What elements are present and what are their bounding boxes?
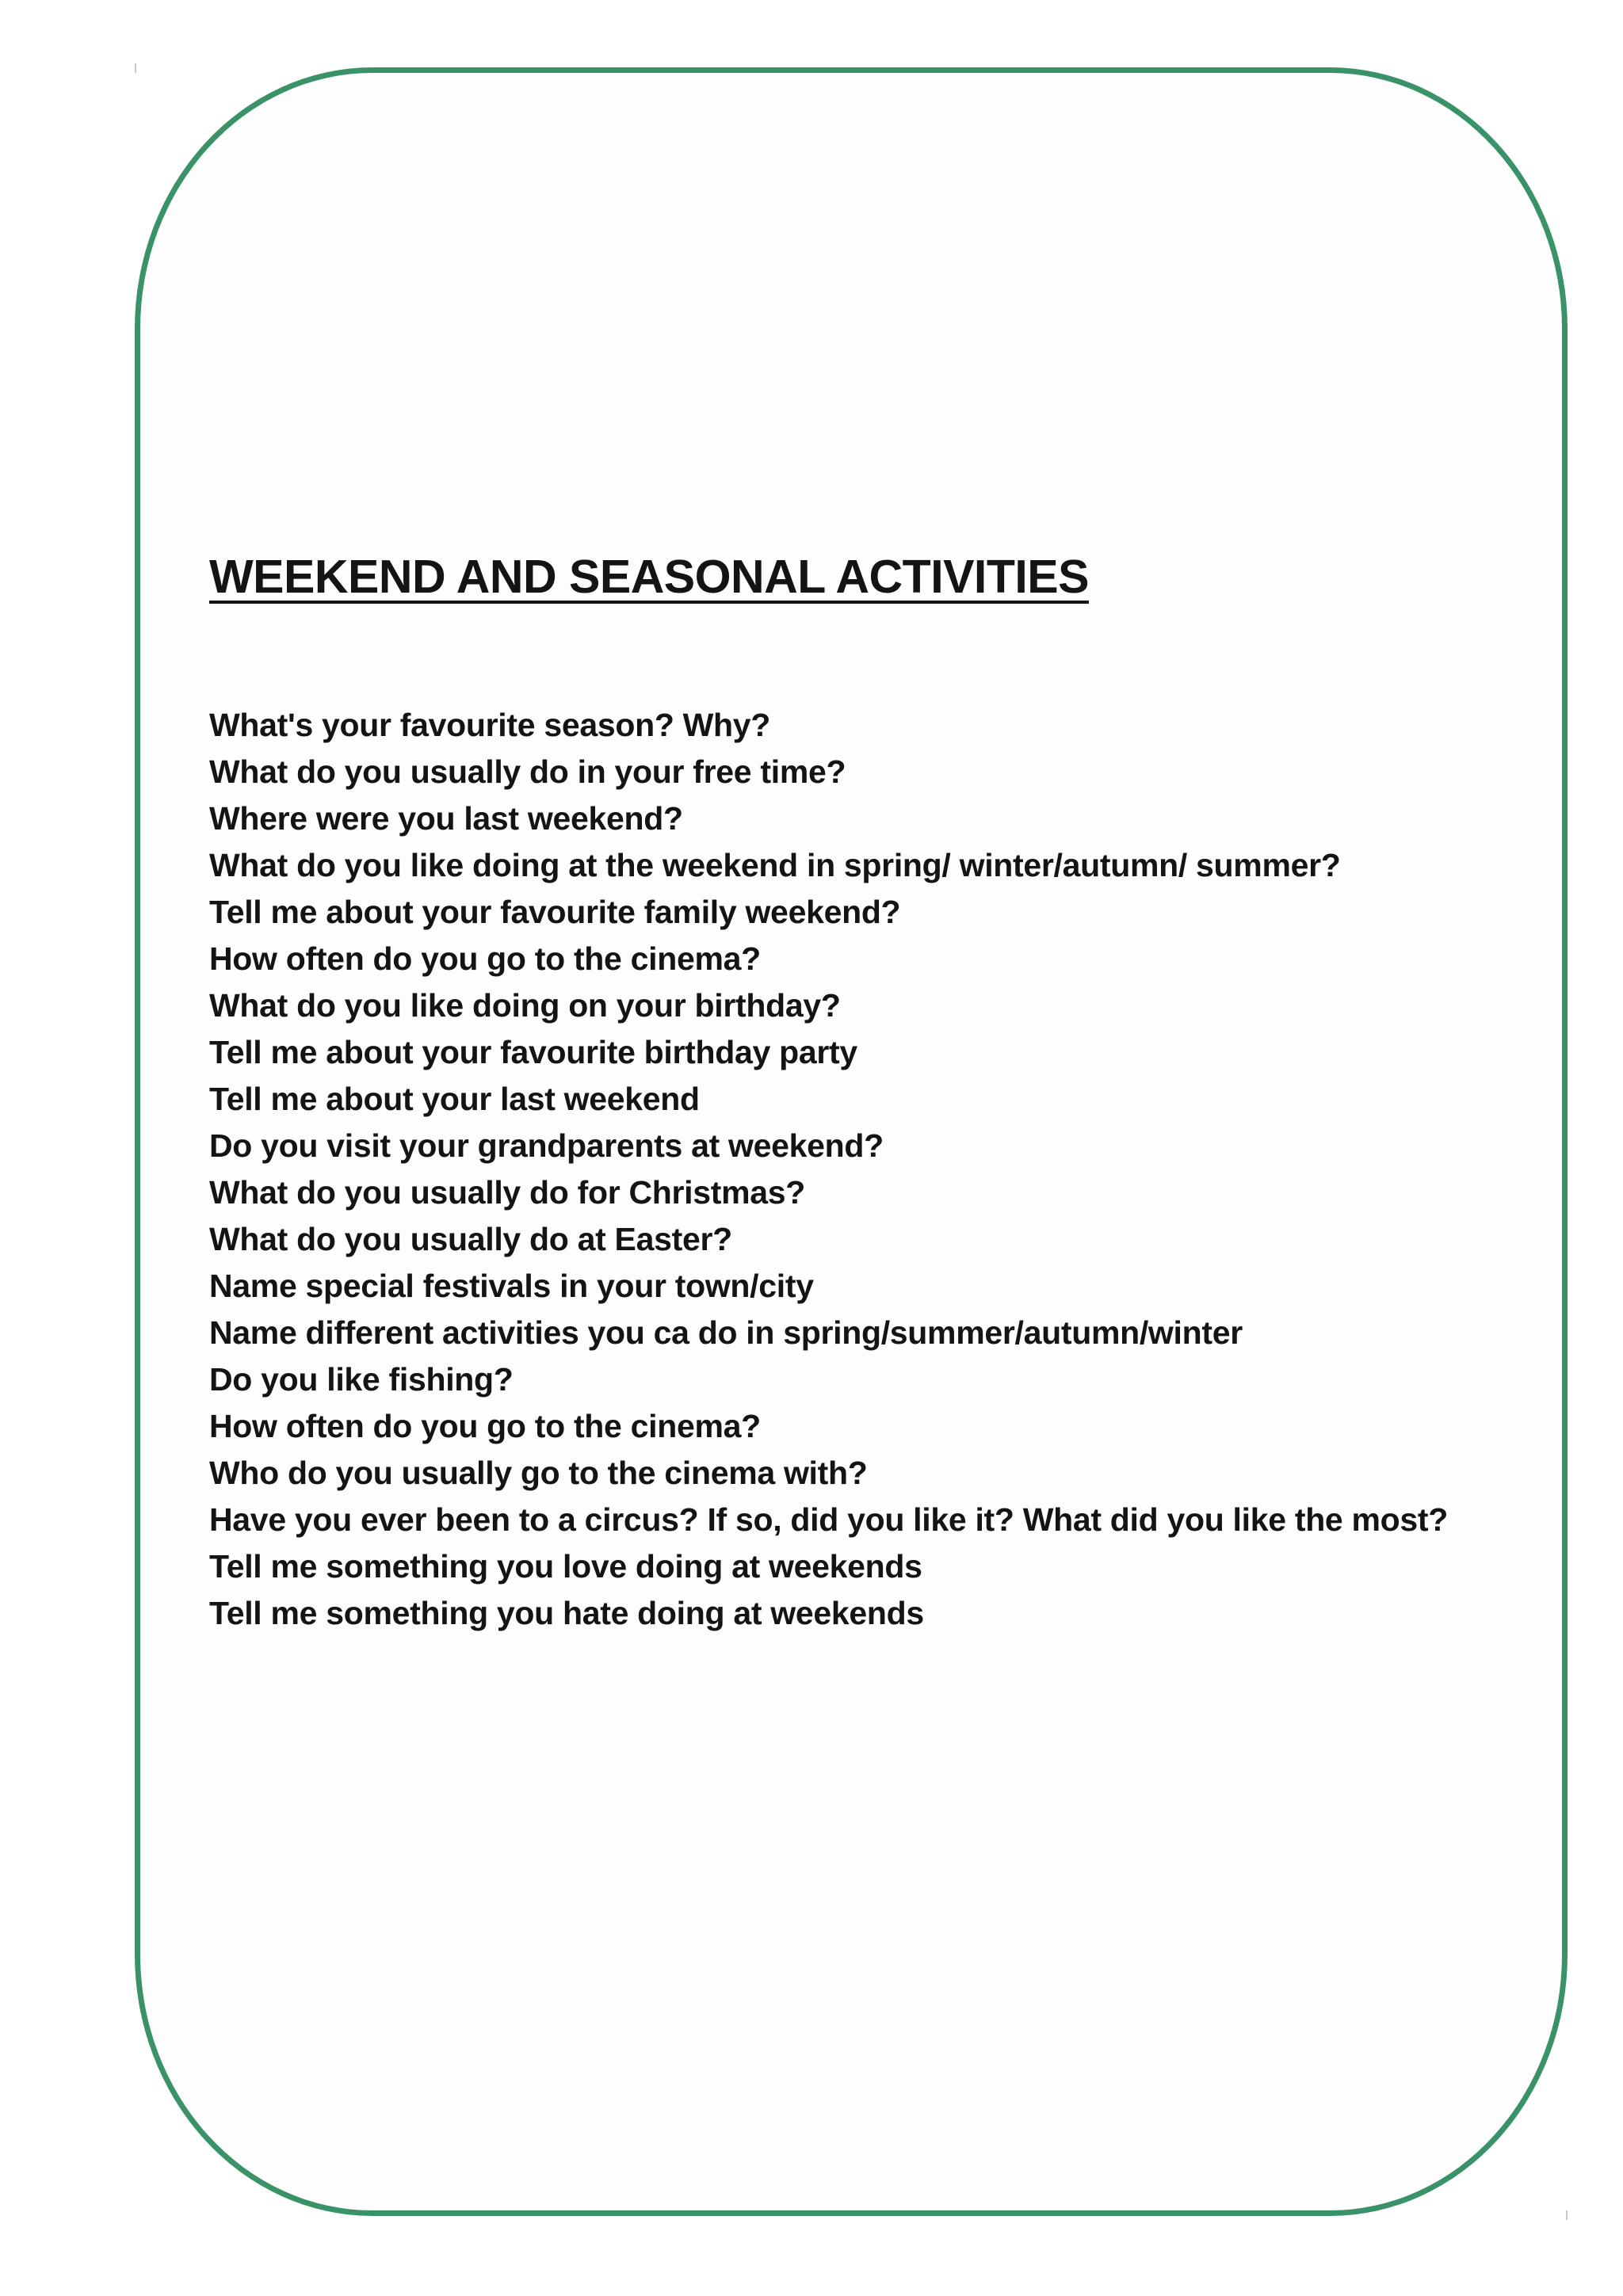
question-item: What do you usually do in your free time? xyxy=(209,753,846,790)
question-item: Tell me about your favourite birthday party xyxy=(209,1034,857,1070)
question-item: How often do you go to the cinema? xyxy=(209,940,761,977)
scan-mark-bottom-right xyxy=(1566,2210,1568,2220)
question-item: What do you like doing at the weekend in spring/ winter/autumn/ summer? xyxy=(209,847,1341,883)
question-item: What's your favourite season? Why? xyxy=(209,707,771,743)
scan-mark-top-left xyxy=(135,63,136,73)
question-item: Tell me about your last weekend xyxy=(209,1081,700,1117)
question-item: What do you usually do at Easter? xyxy=(209,1221,732,1257)
question-item: Tell me something you hate doing at weekends xyxy=(209,1595,924,1631)
question-item: Tell me something you love doing at weekends xyxy=(209,1548,922,1585)
question-item: What do you like doing on your birthday? xyxy=(209,987,841,1024)
question-item: Name different activities you ca do in spring/summer/autumn/winter xyxy=(209,1314,1243,1351)
question-item: What do you usually do for Christmas? xyxy=(209,1174,806,1211)
question-list xyxy=(209,702,1556,1637)
question-item: Where were you last weekend? xyxy=(209,800,683,837)
question-item: Who do you usually go to the cinema with? xyxy=(209,1455,868,1491)
question-item: Tell me about your favourite family weekend? xyxy=(209,894,901,930)
question-item: Have you ever been to a circus? If so, did you like it? What did you like the most? xyxy=(209,1501,1449,1538)
question-item: Do you like fishing? xyxy=(209,1361,514,1398)
question-item: How often do you go to the cinema? xyxy=(209,1408,761,1444)
question-item: Name special festivals in your town/city xyxy=(209,1268,814,1304)
worksheet-content xyxy=(209,545,1556,1637)
page-title: WEEKEND AND SEASONAL ACTIVITIES xyxy=(209,551,1089,603)
question-item: Do you visit your grandparents at weekend? xyxy=(209,1127,884,1164)
